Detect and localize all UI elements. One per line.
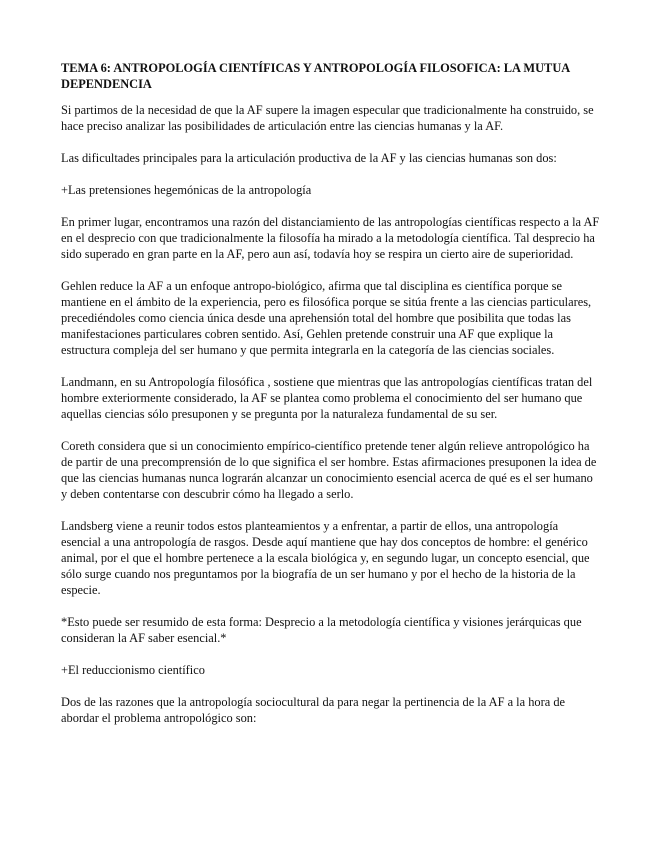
paragraph-landmann: Landmann, en su Antropología filosófica , sostiene que mientras que las antropologías científicas tratan del hombre exteriormente considerado, la AF se plantea como problema el conocimiento del ser humano que aquellas ciencias sólo presuponen y se pregunta por la naturaleza fundamental de su ser. <box>61 375 593 421</box>
paragraph-landsberg: Landsberg viene a reunir todos estos planteamientos y a enfrentar, a partir de ellos, una antropología esencial a una antropología de rasgos. Desde aquí mantiene que hay dos conceptos de hombre: el genérico animal, por el que el hombre pertenece a la escala biológica y, en segundo lugar, un concepto esencial, que sólo surge cuando nos preguntamos por la biografía de un ser humano y por el hecho de la historia de la especie. <box>61 519 590 597</box>
difficulties-paragraph: Las dificultades principales para la articulación productiva de la AF y las ciencias humanas son dos: <box>61 151 557 165</box>
document-page <box>61 60 601 742</box>
paragraph-dos-razones: Dos de las razones que la antropología sociocultural da para negar la pertinencia de la AF a la hora de abordar el problema antropológico son: <box>61 695 566 725</box>
document-title: TEMA 6: ANTROPOLOGÍA CIENTÍFICAS Y ANTROPOLOGÍA FILOSOFICA: LA MUTUA DEPENDENCIA <box>61 61 570 91</box>
paragraph-gehlen: Gehlen reduce la AF a un enfoque antropo-biológico, afirma que tal disciplina es científica porque se mantiene en el ámbito de la experiencia, pero es filosófica porque se sitúa frente a las ciencias particulares, precediéndoles como ciencia única desde una aprehensión total del hombre que posibilita que todas las manifestaciones particulares cobren sentido. Así, Gehlen pretende construir una AF que explique la estructura compleja del ser humano y que permita integrarla en la categoría de las ciencias sociales. <box>61 279 592 357</box>
summary-paragraph: *Esto puede ser resumido de esta forma: Desprecio a la metodología científica y visiones jerárquicas que consideran la AF saber esencial.* <box>61 615 582 645</box>
section-heading-reductionism: +El reduccionismo científico <box>61 663 205 677</box>
paragraph-coreth: Coreth considera que si un conocimiento empírico-científico pretende tener algún relieve antropológico ha de partir de una precomprensión de lo que significa el ser hombre. Estas afirmaciones presuponen la idea de que las ciencias humanas nunca lograrán alcanzar un conocimiento esencial acerca de qué es el ser humano y deben contentarse con descubrir cómo ha llegado a serlo. <box>61 439 597 501</box>
intro-paragraph: Si partimos de la necesidad de que la AF supere la imagen especular que tradicionalmente ha construido, se hace preciso analizar las posibilidades de articulación entre las ciencias humanas y la AF. <box>61 103 594 133</box>
section-heading-hegemonic: +Las pretensiones hegemónicas de la antropología <box>61 183 312 197</box>
paragraph-primer-lugar: En primer lugar, encontramos una razón del distanciamiento de las antropologías científicas respecto a la AF en el desprecio con que tradicionalmente la filosofía ha mirado a la metodología científica. Tal desprecio ha sido superado en gran parte en la AF, pero aun así, todavía hoy se respira un cierto aire de superioridad. <box>61 215 600 261</box>
